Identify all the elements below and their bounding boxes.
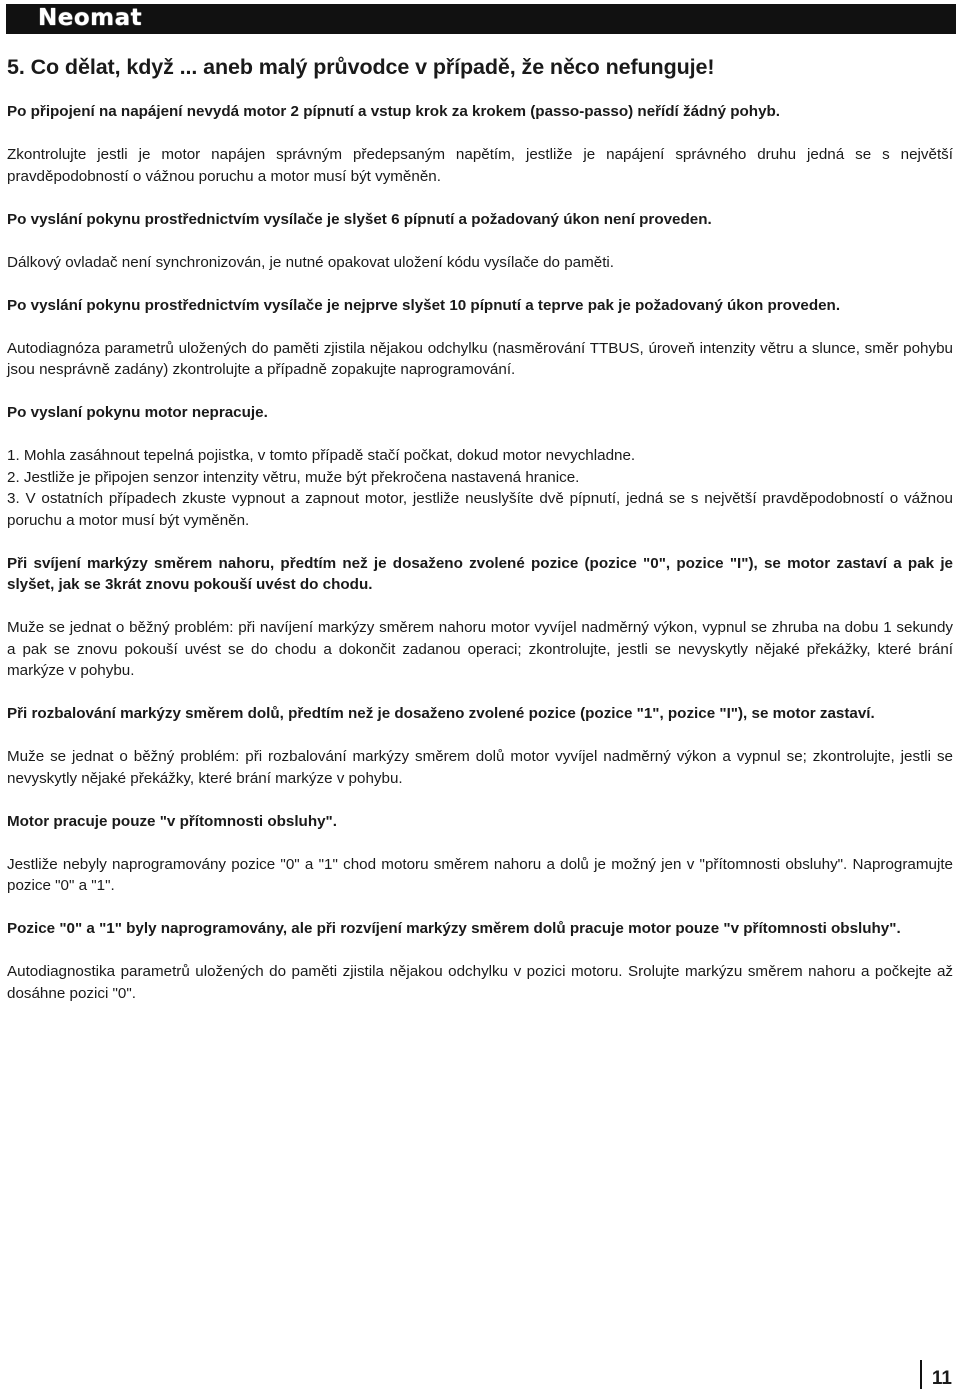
solution-text-unrolling: Muže se jednat o běžný problém: při rozbalování markýzy směrem dolů motor vyvíjel nadměrný výkon a vypnul se; zkontrolujte, jestli se nevyskytly nějaké překážky, které brání markýze v pohybu. — [7, 748, 953, 787]
neomat-logo: Neomat — [38, 5, 143, 31]
solution-text-no-beeps: Zkontrolujte jestli je motor napájen správným předepsaným napětím, jestliže je napájení správného druhu jedná se s největší pravděpodobností o vážnou poruchu a motor musí být vyměněn. — [7, 146, 953, 185]
section-title: 5. Co dělat, když ... aneb malý průvodce v případě, že něco nefunguje! — [7, 55, 715, 79]
problem-heading-6-beeps: Po vyslání pokynu prostřednictvím vysílače je slyšet 6 pípnutí a požadovaný úkon není proveden. — [7, 210, 712, 228]
page-number-divider — [920, 1360, 922, 1389]
problem-heading-motor-not-working: Po vyslaní pokynu motor nepracuje. — [7, 404, 268, 421]
problem-heading-positions-programmed: Pozice "0" a "1" byly naprogramovány, ale při rozvíjení markýzy směrem dolů pracuje motor pouze "v přítomnosti obsluhy". — [7, 920, 901, 937]
list-item: 1. Mohla zasáhnout tepelná pojistka, v tomto případě stačí počkat, dokud motor nevychladne. — [7, 447, 636, 464]
problem-heading-rolling-up: Při svíjení markýzy směrem nahoru, předtím než je dosaženo zvolené pozice (pozice "0", pozice "I"), se motor zastaví a pak je slyšet, jak se 3krát znovu pokouší uvést do chodu. — [7, 554, 953, 593]
problem-heading-no-beeps: Po připojení na napájení nevydá motor 2 pípnutí a vstup krok za krokem (passo-passo) neřídí žádný pohyb. — [7, 103, 781, 120]
solution-text-rolling-up: Muže se jednat o běžný problém: při navíjení markýzy směrem nahoru motor vyvíjel nadměrný výkon, vypnul se zhruba na dobu 1 sekundy a pak se znovu pokouší uvést se do chodu a dokončit zadanou operaci; zkontrolujte, jestli se nevyskytly nějaké překážky, které brání markýze v pohybu. — [7, 619, 953, 679]
list-item: 2. Jestliže je připojen senzor intenzity větru, muže být překročena nastavená hranice. — [7, 468, 580, 486]
header-bar — [6, 4, 956, 34]
document-body — [7, 101, 953, 1026]
solution-text-10-beeps: Autodiagnóza parametrů uložených do paměti zjistila nějakou odchylku (nasměrování TTBUS, úroveň intenzity větru a slunce, směr pohybu jsou nesprávně zadány) zkontrolujte a případně zopakujte naprogramování. — [7, 339, 953, 378]
list-item: 3. V ostatních případech zkuste vypnout a zapnout motor, jestliže neuslyšíte dvě pípnutí, jedná se s největší pravděpodobností o vážnou poruchu a motor musí být vyměněn. — [7, 490, 953, 529]
solution-text-6-beeps: Dálkový ovladač není synchronizován, je nutné opakovat uložení kódu vysílače do paměti. — [7, 253, 615, 271]
steps-list — [7, 445, 953, 531]
solution-text-positions-programmed: Autodiagnostika parametrů uložených do paměti zjistila nějakou odchylku v pozici motoru. Srolujte markýzu směrem nahoru a počkejte až dosáhne pozici "0". — [7, 963, 953, 1002]
problem-heading-10-beeps: Po vyslání pokynu prostřednictvím vysílače je nejprve slyšet 10 pípnutí a teprve pak je požadovaný úkon proveden. — [7, 296, 841, 314]
page-number: 11 — [931, 1368, 952, 1389]
solution-text-operator-presence: Jestliže nebyly naprogramovány pozice "0" a "1" chod motoru směrem nahoru a dolů je možný jen v "přítomnosti obsluhy". Naprogramujte pozice "0" a "1". — [7, 855, 953, 894]
problem-heading-operator-presence: Motor pracuje pouze "v přítomnosti obsluhy". — [7, 812, 337, 830]
problem-heading-unrolling: Při rozbalování markýzy směrem dolů, předtím než je dosaženo zvolené pozice (pozice "1", pozice "I"), se motor zastaví. — [7, 705, 875, 722]
